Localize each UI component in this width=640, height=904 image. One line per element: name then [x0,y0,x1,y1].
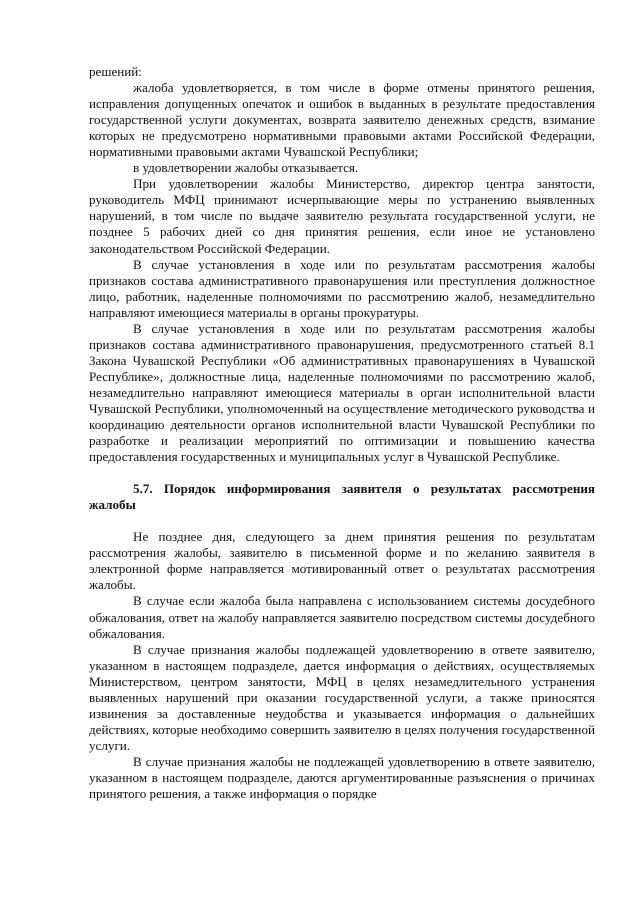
paragraph-rejected-response: В случае признания жалобы не подлежащей удовлетворению в ответе заявителю, указанном в настоящем подразделе, даются аргументированные разъяснения о причинах принятого решения, а также информация о порядке [89,753,595,802]
paragraph-satisfied-response: В случае признания жалобы подлежащей удовлетворению в ответе заявителю, указанном в настоящем подразделе, дается информация о действиях, осуществляемых Министерством, центром занятости, МФЦ в целях незамедлительного устранения выявленных нарушений при оказании государственной услуги, а также приносятся извинения за доставленные неудобства и указывается информация о дальнейших действиях, которые необходимо совершить заявителю в целях получения государственной услуги. [89,641,595,753]
paragraph-pretrial-system: В случае если жалоба была направлена с использованием системы досудебного обжалования, ответ на жалобу направляется заявителю посредством системы досудебного обжалования. [89,593,595,641]
document-page [89,64,595,802]
paragraph-prosecution: В случае установления в ходе или по результатам рассмотрения жалобы признаков состава административного правонарушения или преступления должностное лицо, работник, наделенные полномочиями по рассмотрению жалоб, незамедлительно направляют имеющиеся материалы в органы прокуратуры. [89,256,595,320]
section-heading-5-7: 5.7. Порядок информирования заявителя о результатах рассмотрения жалобы [89,481,595,513]
paragraph-measures: При удовлетворении жалобы Министерство, директор центра занятости, руководитель МФЦ принимают исчерпывающие меры по устранению выявленных нарушений, в том числе по выдаче заявителю результата государственной услуги, не позднее 5 рабочих дней со дня принятия решения, если иное не установлено законодательством Российской Федерации. [89,176,595,256]
paragraph-administrative-offense: В случае установления в ходе или по результатам рассмотрения жалобы признаков состава административного правонарушения, предусмотренного статьей 8.1 Закона Чувашской Республики «Об административных правонарушениях в Чувашской Республике», должностные лица, наделенные полномочиями по рассмотрению жалоб, незамедлительно направляют имеющиеся материалы в орган исполнительной власти Чувашской Республики, уполномоченный на осуществление методического руководства и координацию деятельности органов исполнительной власти Чувашской Республики по разработке и реализации мероприятий по оптимизации и повышению качества предоставления государственных и муниципальных услуг в Чувашской Республике. [89,320,595,465]
paragraph-complaint-satisfied: жалоба удовлетворяется, в том числе в форме отмены принятого решения, исправления допущенных опечаток и ошибок в выданных в результате предоставления государственной услуги документах, возврата заявителю денежных средств, взимание которых не предусмотрено нормативными правовыми актами Российской Федерации, нормативными правовыми актами Чувашской Республики; [89,80,595,160]
paragraph-complaint-rejected: в удовлетворении жалобы отказывается. [133,160,359,176]
paragraph-continuation: решений: [89,64,142,79]
paragraph-response-deadline: Не позднее дня, следующего за днем принятия решения по результатам рассмотрения жалобы, заявителю в письменной форме и по желанию заявителя в электронной форме направляется мотивированный ответ о результатах рассмотрения жалобы. [89,529,595,593]
